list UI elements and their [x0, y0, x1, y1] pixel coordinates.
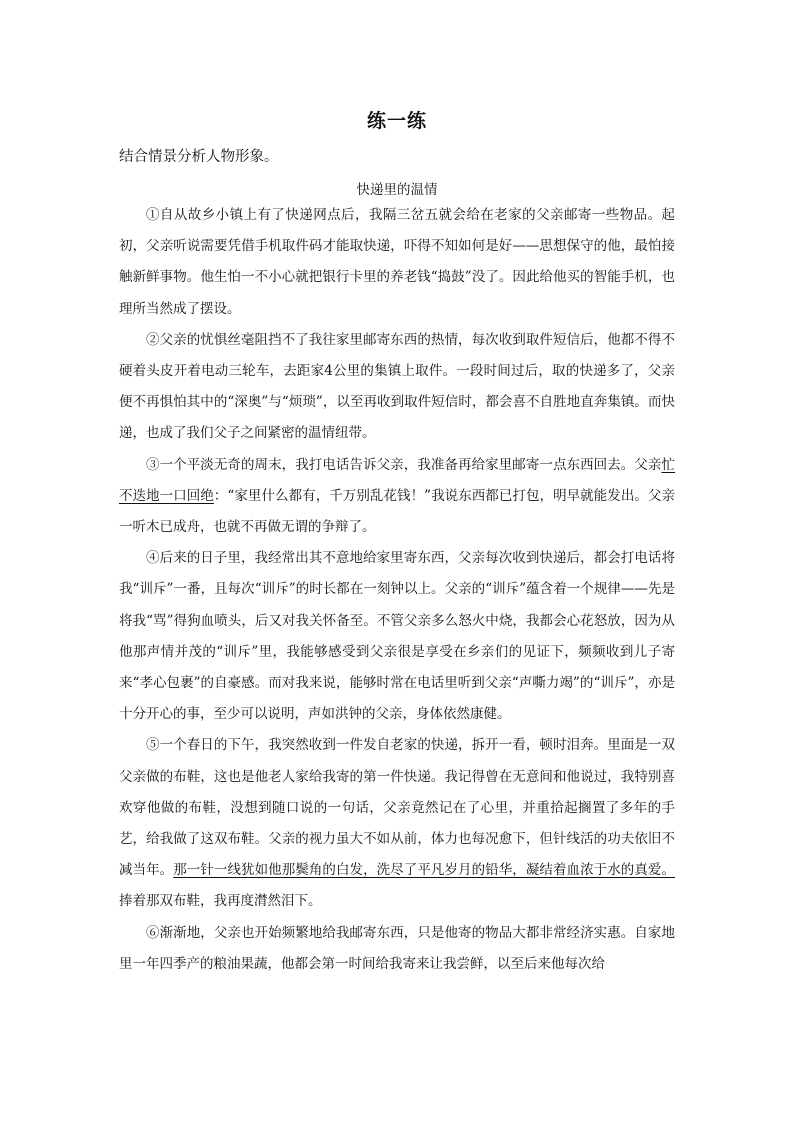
- underlined-sentence: 那一针一线犹如他那鬓角的白发，洗尽了平凡岁月的铅华，凝结着血浓于水的真爱。: [173, 862, 675, 879]
- paragraph-text: ⑤一个春日的下午，我突然收到一件发自老家的快递，拆开一看，顿时泪奔。里面是一双父亲做的布鞋，这也是他老人家给我寄的第一件快递。我记得曾在无意间和他说过，我特别喜欢穿他做的布鞋，没想到随口说的一句话，父亲竟然记在了心里，并重拾起搁置了多年的手艺，给我做了这双布鞋。父亲的视力虽大不如从前，体力也每况愈下，但针线活的功夫依旧不减当年。: [119, 737, 675, 879]
- essay-body: [119, 200, 675, 980]
- underlined-phrase: 忙不迭地一口回绝: [119, 456, 675, 504]
- paragraph-4: [119, 543, 675, 730]
- paragraph-text: ③一个平淡无奇的周末，我打电话告诉父亲，我准备再给家里邮寄一点东西回去。父亲: [146, 456, 662, 473]
- paragraph-3: [119, 450, 675, 544]
- exercise-instruction: 结合情景分析人物形象。: [119, 149, 279, 165]
- paragraph-text: ④后来的日子里，我经常出其不意地给家里寄东西，父亲每次收到快递后，都会打电话将我“训斥”一番，且每次“训斥”的时长都在一刻钟以上。父亲的“训斥”蕴含着一个规律——先是将我“骂”得狗血喷头，后又对我关怀备至。不管父亲多么怒火中烧，我都会心花怒放，因为从他那声情并茂的“训斥”里，我能够感受到父亲很是享受在乡亲们的见证下，频频收到儿子寄来“孝心包裹”的自豪感。而对我来说，能够时常在电话里听到父亲“声嘶力竭”的“训斥”，亦是十分开心的事，至少可以说明，声如洪钟的父亲，身体依然康健。: [119, 550, 675, 723]
- paragraph-5: [119, 730, 675, 917]
- paragraph-text: ⑥渐渐地，父亲也开始频繁地给我邮寄东西，只是他寄的物品大都非常经济实惠。自家地里一年四季产的粮油果蔬，他都会第一时间给我寄来让我尝鲜，以至后来他每次给: [119, 924, 675, 972]
- paragraph-2: [119, 325, 675, 450]
- paragraph-1: [119, 200, 675, 325]
- paragraph-text: ①自从故乡小镇上有了快递网点后，我隔三岔五就会给在老家的父亲邮寄一些物品。起初，父亲听说需要凭借手机取件码才能取快递，吓得不知如何是好——思想保守的他，最怕接触新鲜事物。他生怕一不小心就把银行卡里的养老钱“捣鼓”没了。因此给他买的智能手机，也理所当然成了摆设。: [119, 207, 675, 317]
- paragraph-text: 捧着那双布鞋，我再度潸然泪下。: [119, 893, 322, 910]
- paragraph-text: ②父亲的忧惧丝毫阻挡不了我往家里邮寄东西的热情，每次收到取件短信后，他都不得不硬着头皮开着电动三轮车，去距家4公里的集镇上取件。一段时间过后，取的快递多了，父亲便不再惧怕其中的“深奥”与“烦琐”，以至再收到取件短信时，都会喜不自胜地直奔集镇。而快递，也成了我们父子之间紧密的温情纽带。: [119, 331, 675, 442]
- paragraph-6: [119, 918, 675, 980]
- page-title: 练一练: [366, 110, 427, 132]
- essay-title: 快递里的温情: [356, 182, 438, 198]
- paragraph-text: ：“家里什么都有，千万别乱花钱！”我说东西都已打包，明早就能发出。父亲一听木已成舟，也就不再做无谓的争辩了。: [119, 487, 675, 536]
